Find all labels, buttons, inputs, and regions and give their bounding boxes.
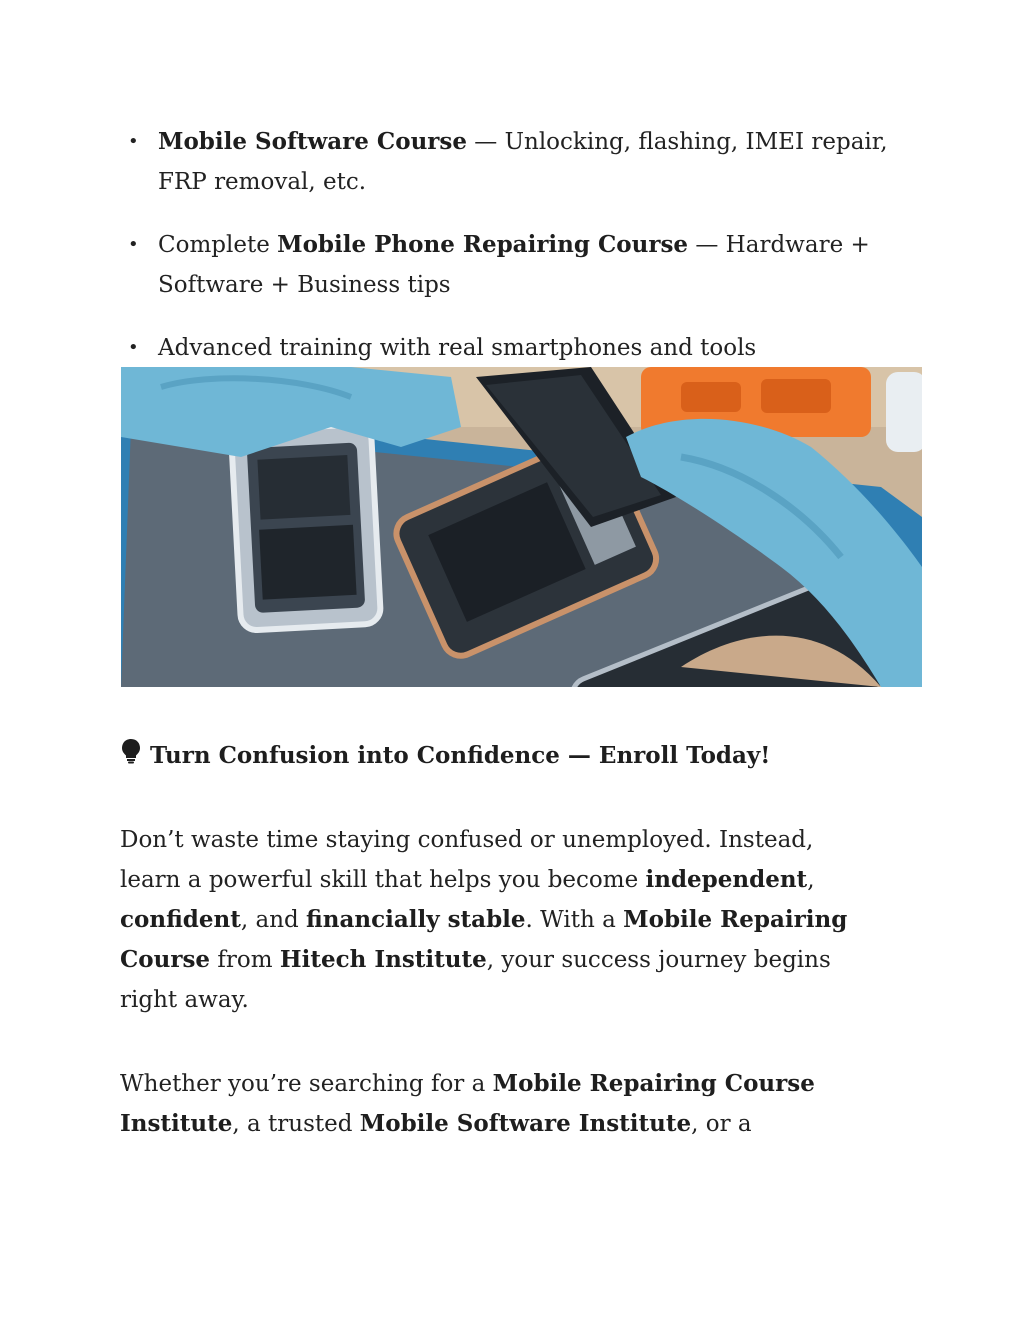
paragraph-text: , or a (691, 1111, 752, 1137)
bold-text: Hitech Institute (279, 946, 487, 973)
phone-repair-photo (121, 367, 922, 687)
bullet-icon: • (128, 234, 139, 255)
lightbulb-icon (120, 737, 144, 777)
bold-text: confident (120, 906, 241, 933)
list-item (120, 225, 900, 305)
paragraph-text: , and (240, 907, 307, 933)
paragraph-text: , a trusted (232, 1111, 360, 1137)
heading-text: Turn Confusion into Confidence — Enroll Today! (150, 742, 771, 769)
bold-text: independent (645, 866, 808, 893)
paragraph-text: Don’t waste time staying confused or unemployed. Instead, learn a powerful skill that helps you become (120, 827, 814, 893)
list-item (120, 122, 900, 202)
item-text: Advanced training with real smartphones and tools (158, 335, 757, 361)
bold-text: Mobile Repairing Course (120, 906, 848, 973)
item-text: — Hardware + Software + Business tips (158, 232, 870, 298)
search-paragraph (120, 1064, 880, 1144)
list-item (120, 328, 900, 368)
item-text: — Unlocking, flashing, IMEI repair, FRP removal, etc. (158, 129, 888, 195)
paragraph-text: , your success journey begins right away. (120, 947, 831, 1013)
paragraph-text: from (210, 947, 280, 973)
item-bold-text: Mobile Software Course (158, 128, 467, 155)
bullet-icon: • (128, 131, 139, 152)
paragraph-text: Whether you’re searching for a (120, 1071, 493, 1097)
intro-paragraph (120, 820, 880, 1020)
bold-text: financially stable (306, 906, 526, 933)
bold-text: Mobile Software Institute (359, 1110, 692, 1137)
phone-repair-illustration (121, 367, 922, 687)
item-bold-text: Mobile Phone Repairing Course (277, 231, 689, 258)
bullet-icon: • (128, 337, 139, 358)
course-list (120, 122, 900, 368)
item-text: Complete (158, 232, 278, 258)
paragraph-text: . With a (525, 907, 624, 933)
paragraph-text: , (807, 867, 815, 893)
section-heading (120, 736, 770, 777)
bold-text: Mobile Repairing Course Institute (120, 1070, 815, 1137)
